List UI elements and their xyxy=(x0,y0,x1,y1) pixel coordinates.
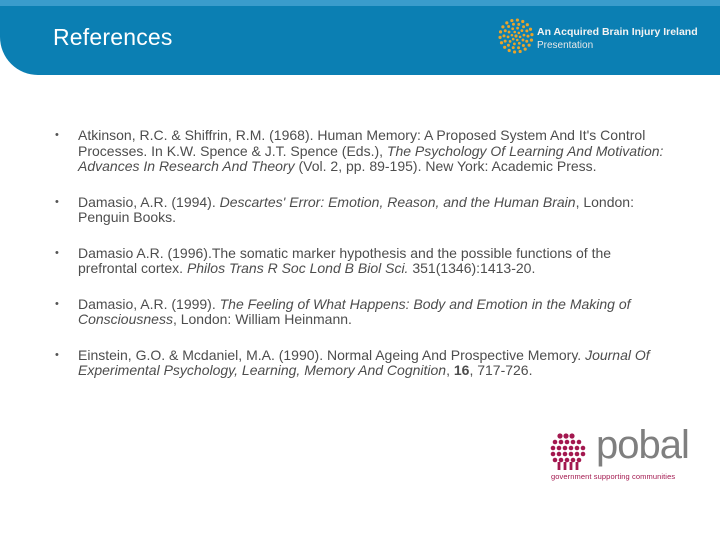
logo-dot xyxy=(525,29,528,32)
slide-title: References xyxy=(53,24,173,50)
logo-dot xyxy=(521,20,524,23)
logo-dot xyxy=(512,46,515,49)
header-highlight xyxy=(0,0,720,6)
reference-text: Damasio A.R. (1996).The somatic marker hypothesis and the possible functions of the prefrontal cortex. xyxy=(78,244,612,276)
bullet: • xyxy=(55,348,59,361)
reference-item xyxy=(55,246,667,277)
pobal-dot xyxy=(571,458,576,463)
reference-list xyxy=(55,128,667,399)
logo-dot xyxy=(526,23,529,26)
logo-dot xyxy=(507,44,510,47)
logo-dot xyxy=(513,42,516,45)
reference-title: The Psychology Of Learning And Motivation: Advances In Research And Theory xyxy=(78,142,664,174)
pobal-dot xyxy=(559,458,564,463)
logo-dot xyxy=(505,21,508,24)
logo-dot xyxy=(518,42,521,45)
logo-dot xyxy=(528,44,531,47)
reference-volume: 16 xyxy=(453,362,470,378)
logo-dot xyxy=(519,50,522,53)
pobal-dot xyxy=(557,446,562,451)
logo-dot xyxy=(522,39,525,42)
reference-tail: , London: William Heinmann. xyxy=(172,311,352,327)
pobal-dot xyxy=(557,452,562,457)
abi-logo-line2: Presentation xyxy=(537,40,594,51)
pobal-dot xyxy=(563,433,568,438)
logo-dot xyxy=(511,27,514,30)
abi-sunburst-logo xyxy=(498,18,534,54)
logo-dot xyxy=(530,39,533,42)
pobal-dot xyxy=(551,452,556,457)
reference-text: Damasio, A.R. (1994). xyxy=(78,193,220,210)
pobal-dot xyxy=(559,440,564,445)
pobal-dot xyxy=(575,446,580,451)
logo-dot xyxy=(530,33,533,36)
logo-dot xyxy=(524,48,527,51)
reference-tail: , 717-726. xyxy=(469,362,533,378)
logo-dot xyxy=(503,46,506,49)
pobal-dot xyxy=(553,440,558,445)
logo-dot xyxy=(508,31,511,34)
pobal-dot xyxy=(557,433,562,438)
logo-dot xyxy=(498,36,501,39)
reference-title: Journal Of Experimental Psychology, Learning, Memory And Cognition xyxy=(78,346,650,378)
bullet: • xyxy=(55,246,59,259)
pobal-wordmark: pobal xyxy=(596,423,689,467)
abi-logo-line1: An Acquired Brain Injury Ireland xyxy=(537,26,698,38)
reference-item xyxy=(55,348,667,379)
pobal-dot xyxy=(563,452,568,457)
logo-dot xyxy=(513,50,516,53)
logo-dot xyxy=(512,23,515,26)
logo-dot xyxy=(518,32,521,35)
logo-dot xyxy=(525,40,528,43)
reference-title: The Feeling of What Happens: Body and Emotion in the Making of Consciousness xyxy=(78,295,631,327)
logo-dot xyxy=(513,31,516,34)
pobal-dot xyxy=(563,446,568,451)
reference-item xyxy=(55,128,667,175)
logo-dot xyxy=(523,34,526,37)
logo-dot xyxy=(526,35,529,38)
reference-text: Atkinson, R.C. & Shiffrin, R.M. (1968). Human Memory: A Proposed System And It's Control Processes. In K.W. Spence & J.T. Spence (Eds.), xyxy=(78,127,646,159)
reference-sep: , xyxy=(446,362,454,378)
bullet: • xyxy=(55,195,59,208)
logo-dot xyxy=(504,40,507,43)
logo-dot xyxy=(500,41,503,44)
reference-tail: (Vol. 2, pp. 89-195). New York: Academic Press. xyxy=(294,158,597,174)
logo-dot xyxy=(516,27,519,30)
pobal-stem xyxy=(576,462,579,470)
reference-title: Descartes' Error: Emotion, Reason, and the Human Brain xyxy=(219,193,576,210)
logo-dot xyxy=(516,18,519,21)
pobal-dot xyxy=(553,458,558,463)
pobal-stem xyxy=(564,462,567,470)
pobal-dot xyxy=(569,446,574,451)
logo-dot xyxy=(510,19,513,22)
logo-dot xyxy=(522,44,525,47)
pobal-dot xyxy=(577,440,582,445)
logo-dot xyxy=(522,25,525,28)
logo-dot xyxy=(501,25,504,28)
reference-item xyxy=(55,195,667,226)
logo-dot xyxy=(529,28,532,31)
reference-tail: 351(1346):1413-20. xyxy=(408,260,536,276)
pobal-stem xyxy=(570,462,573,470)
reference-text: Einstein, G.O. & Mcdaniel, M.A. (1990). Normal Ageing And Prospective Memory. xyxy=(78,346,586,363)
pobal-dot xyxy=(577,458,582,463)
logo-dot xyxy=(514,34,517,37)
pobal-dot xyxy=(571,440,576,445)
bullet: • xyxy=(55,297,59,310)
pobal-dot xyxy=(581,452,586,457)
pobal-tagline: government supporting communities xyxy=(551,472,676,481)
reference-text: Damasio, A.R. (1999). xyxy=(78,295,220,312)
abi-logo-text xyxy=(537,25,698,53)
pobal-dot xyxy=(565,440,570,445)
pobal-dot xyxy=(565,458,570,463)
pobal-stem xyxy=(558,462,561,470)
logo-dot xyxy=(512,38,515,41)
pobal-dot xyxy=(569,433,574,438)
logo-dot xyxy=(517,23,520,26)
logo-dot xyxy=(509,40,512,43)
reference-title: Philos Trans R Soc Lond B Biol Sci. xyxy=(186,260,409,276)
logo-dot xyxy=(503,34,506,37)
logo-dot xyxy=(517,46,520,49)
logo-dot xyxy=(519,36,522,39)
pobal-dot xyxy=(581,446,586,451)
pobal-dot xyxy=(575,452,580,457)
logo-dot xyxy=(507,36,510,39)
logo-dot xyxy=(511,34,514,37)
logo-dot xyxy=(520,29,523,32)
reference-item xyxy=(55,297,667,328)
logo-dot xyxy=(516,39,519,42)
logo-dot xyxy=(507,25,510,28)
logo-dot xyxy=(504,29,507,32)
logo-dot xyxy=(508,49,511,52)
pobal-dot xyxy=(551,446,556,451)
logo-dot xyxy=(499,30,502,33)
pobal-dot xyxy=(569,452,574,457)
bullet: • xyxy=(55,129,59,141)
reference-tail: , London: Penguin Books. xyxy=(78,193,634,225)
